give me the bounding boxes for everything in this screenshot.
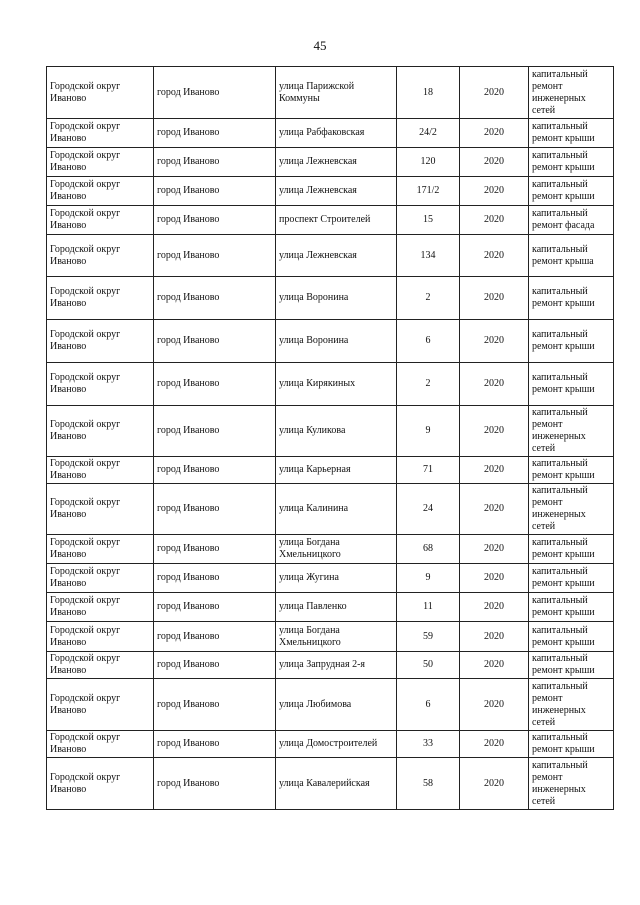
district-cell: Городской округ Иваново <box>47 758 154 810</box>
table-row <box>47 119 614 148</box>
year-cell: 2020 <box>460 758 529 810</box>
district-cell: Городской округ Иваново <box>47 679 154 731</box>
city-cell: город Иваново <box>154 206 276 235</box>
street-cell: улица Павленко <box>276 593 397 622</box>
house-number-cell: 6 <box>397 679 460 731</box>
house-number-cell: 24/2 <box>397 119 460 148</box>
district-cell: Городской округ Иваново <box>47 206 154 235</box>
house-number-cell: 120 <box>397 148 460 177</box>
work-type-cell: капитальный ремонт крыши <box>529 622 614 652</box>
table-row <box>47 564 614 593</box>
district-cell: Городской округ Иваново <box>47 320 154 363</box>
table-row <box>47 177 614 206</box>
work-type-cell: капитальный ремонт инженерных сетей <box>529 679 614 731</box>
city-cell: город Иваново <box>154 731 276 758</box>
district-cell: Городской округ Иваново <box>47 406 154 457</box>
district-cell: Городской округ Иваново <box>47 119 154 148</box>
street-cell: улица Богдана Хмельницкого <box>276 535 397 564</box>
city-cell: город Иваново <box>154 457 276 484</box>
work-type-cell: капитальный ремонт крыши <box>529 731 614 758</box>
district-cell: Городской округ Иваново <box>47 235 154 277</box>
table-row <box>47 484 614 535</box>
city-cell: город Иваново <box>154 758 276 810</box>
year-cell: 2020 <box>460 119 529 148</box>
year-cell: 2020 <box>460 235 529 277</box>
work-type-cell: капитальный ремонт крыши <box>529 119 614 148</box>
street-cell: улица Карьерная <box>276 457 397 484</box>
work-type-cell: капитальный ремонт крыша <box>529 235 614 277</box>
street-cell: улица Воронина <box>276 277 397 320</box>
district-cell: Городской округ Иваново <box>47 652 154 679</box>
city-cell: город Иваново <box>154 67 276 119</box>
house-number-cell: 50 <box>397 652 460 679</box>
house-number-cell: 11 <box>397 593 460 622</box>
city-cell: город Иваново <box>154 564 276 593</box>
year-cell: 2020 <box>460 320 529 363</box>
city-cell: город Иваново <box>154 148 276 177</box>
district-cell: Городской округ Иваново <box>47 457 154 484</box>
street-cell: улица Богдана Хмельницкого <box>276 622 397 652</box>
district-cell: Городской округ Иваново <box>47 363 154 406</box>
year-cell: 2020 <box>460 177 529 206</box>
house-number-cell: 71 <box>397 457 460 484</box>
house-number-cell: 2 <box>397 277 460 320</box>
house-number-cell: 24 <box>397 484 460 535</box>
work-type-cell: капитальный ремонт крыши <box>529 363 614 406</box>
work-type-cell: капитальный ремонт крыши <box>529 177 614 206</box>
street-cell: улица Лежневская <box>276 235 397 277</box>
year-cell: 2020 <box>460 652 529 679</box>
work-type-cell: капитальный ремонт инженерных сетей <box>529 484 614 535</box>
city-cell: город Иваново <box>154 235 276 277</box>
city-cell: город Иваново <box>154 177 276 206</box>
street-cell: улица Воронина <box>276 320 397 363</box>
district-cell: Городской округ Иваново <box>47 177 154 206</box>
street-cell: улица Куликова <box>276 406 397 457</box>
page-number: 45 <box>313 38 327 53</box>
district-cell: Городской округ Иваново <box>47 484 154 535</box>
district-cell: Городской округ Иваново <box>47 535 154 564</box>
work-type-cell: капитальный ремонт крыши <box>529 277 614 320</box>
house-number-cell: 6 <box>397 320 460 363</box>
table-row <box>47 593 614 622</box>
year-cell: 2020 <box>460 622 529 652</box>
year-cell: 2020 <box>460 67 529 119</box>
table-row <box>47 363 614 406</box>
city-cell: город Иваново <box>154 484 276 535</box>
district-cell: Городской округ Иваново <box>47 593 154 622</box>
year-cell: 2020 <box>460 277 529 320</box>
district-cell: Городской округ Иваново <box>47 67 154 119</box>
district-cell: Городской округ Иваново <box>47 277 154 320</box>
year-cell: 2020 <box>460 679 529 731</box>
house-number-cell: 134 <box>397 235 460 277</box>
street-cell: улица Лежневская <box>276 177 397 206</box>
year-cell: 2020 <box>460 406 529 457</box>
housing-repair-table <box>46 66 614 810</box>
district-cell: Городской округ Иваново <box>47 622 154 652</box>
house-number-cell: 59 <box>397 622 460 652</box>
work-type-cell: капитальный ремонт крыши <box>529 593 614 622</box>
work-type-cell: капитальный ремонт фасада <box>529 206 614 235</box>
table-row <box>47 652 614 679</box>
table-row <box>47 235 614 277</box>
street-cell: улица Рабфаковская <box>276 119 397 148</box>
city-cell: город Иваново <box>154 119 276 148</box>
table-row <box>47 535 614 564</box>
house-number-cell: 15 <box>397 206 460 235</box>
work-type-cell: капитальный ремонт крыши <box>529 535 614 564</box>
year-cell: 2020 <box>460 484 529 535</box>
street-cell: улица Калинина <box>276 484 397 535</box>
work-type-cell: капитальный ремонт инженерных сетей <box>529 67 614 119</box>
district-cell: Городской округ Иваново <box>47 564 154 593</box>
table-row <box>47 758 614 810</box>
work-type-cell: капитальный ремонт инженерных сетей <box>529 406 614 457</box>
street-cell: улица Кирякиных <box>276 363 397 406</box>
house-number-cell: 171/2 <box>397 177 460 206</box>
house-number-cell: 2 <box>397 363 460 406</box>
work-type-cell: капитальный ремонт крыши <box>529 564 614 593</box>
district-cell: Городской округ Иваново <box>47 731 154 758</box>
year-cell: 2020 <box>460 593 529 622</box>
house-number-cell: 9 <box>397 406 460 457</box>
work-type-cell: капитальный ремонт инженерных сетей <box>529 758 614 810</box>
street-cell: улица Жугина <box>276 564 397 593</box>
street-cell: улица Запрудная 2-я <box>276 652 397 679</box>
city-cell: город Иваново <box>154 363 276 406</box>
city-cell: город Иваново <box>154 406 276 457</box>
house-number-cell: 68 <box>397 535 460 564</box>
city-cell: город Иваново <box>154 679 276 731</box>
table-row <box>47 457 614 484</box>
table-row <box>47 679 614 731</box>
street-cell: улица Любимова <box>276 679 397 731</box>
table-row <box>47 406 614 457</box>
city-cell: город Иваново <box>154 535 276 564</box>
work-type-cell: капитальный ремонт крыши <box>529 652 614 679</box>
table-row <box>47 622 614 652</box>
year-cell: 2020 <box>460 564 529 593</box>
year-cell: 2020 <box>460 535 529 564</box>
city-cell: город Иваново <box>154 320 276 363</box>
year-cell: 2020 <box>460 363 529 406</box>
street-cell: улица Лежневская <box>276 148 397 177</box>
year-cell: 2020 <box>460 206 529 235</box>
table-row <box>47 148 614 177</box>
street-cell: улица Кавалерийская <box>276 758 397 810</box>
city-cell: город Иваново <box>154 652 276 679</box>
year-cell: 2020 <box>460 148 529 177</box>
house-number-cell: 33 <box>397 731 460 758</box>
street-cell: улица Домостроителей <box>276 731 397 758</box>
table-row <box>47 277 614 320</box>
year-cell: 2020 <box>460 731 529 758</box>
work-type-cell: капитальный ремонт крыши <box>529 457 614 484</box>
city-cell: город Иваново <box>154 277 276 320</box>
district-cell: Городской округ Иваново <box>47 148 154 177</box>
house-number-cell: 18 <box>397 67 460 119</box>
work-type-cell: капитальный ремонт крыши <box>529 148 614 177</box>
house-number-cell: 9 <box>397 564 460 593</box>
street-cell: проспект Строителей <box>276 206 397 235</box>
table-row <box>47 320 614 363</box>
year-cell: 2020 <box>460 457 529 484</box>
work-type-cell: капитальный ремонт крыши <box>529 320 614 363</box>
city-cell: город Иваново <box>154 622 276 652</box>
house-number-cell: 58 <box>397 758 460 810</box>
table-row <box>47 206 614 235</box>
table-row <box>47 731 614 758</box>
city-cell: город Иваново <box>154 593 276 622</box>
table-row <box>47 67 614 119</box>
street-cell: улица Парижской Коммуны <box>276 67 397 119</box>
